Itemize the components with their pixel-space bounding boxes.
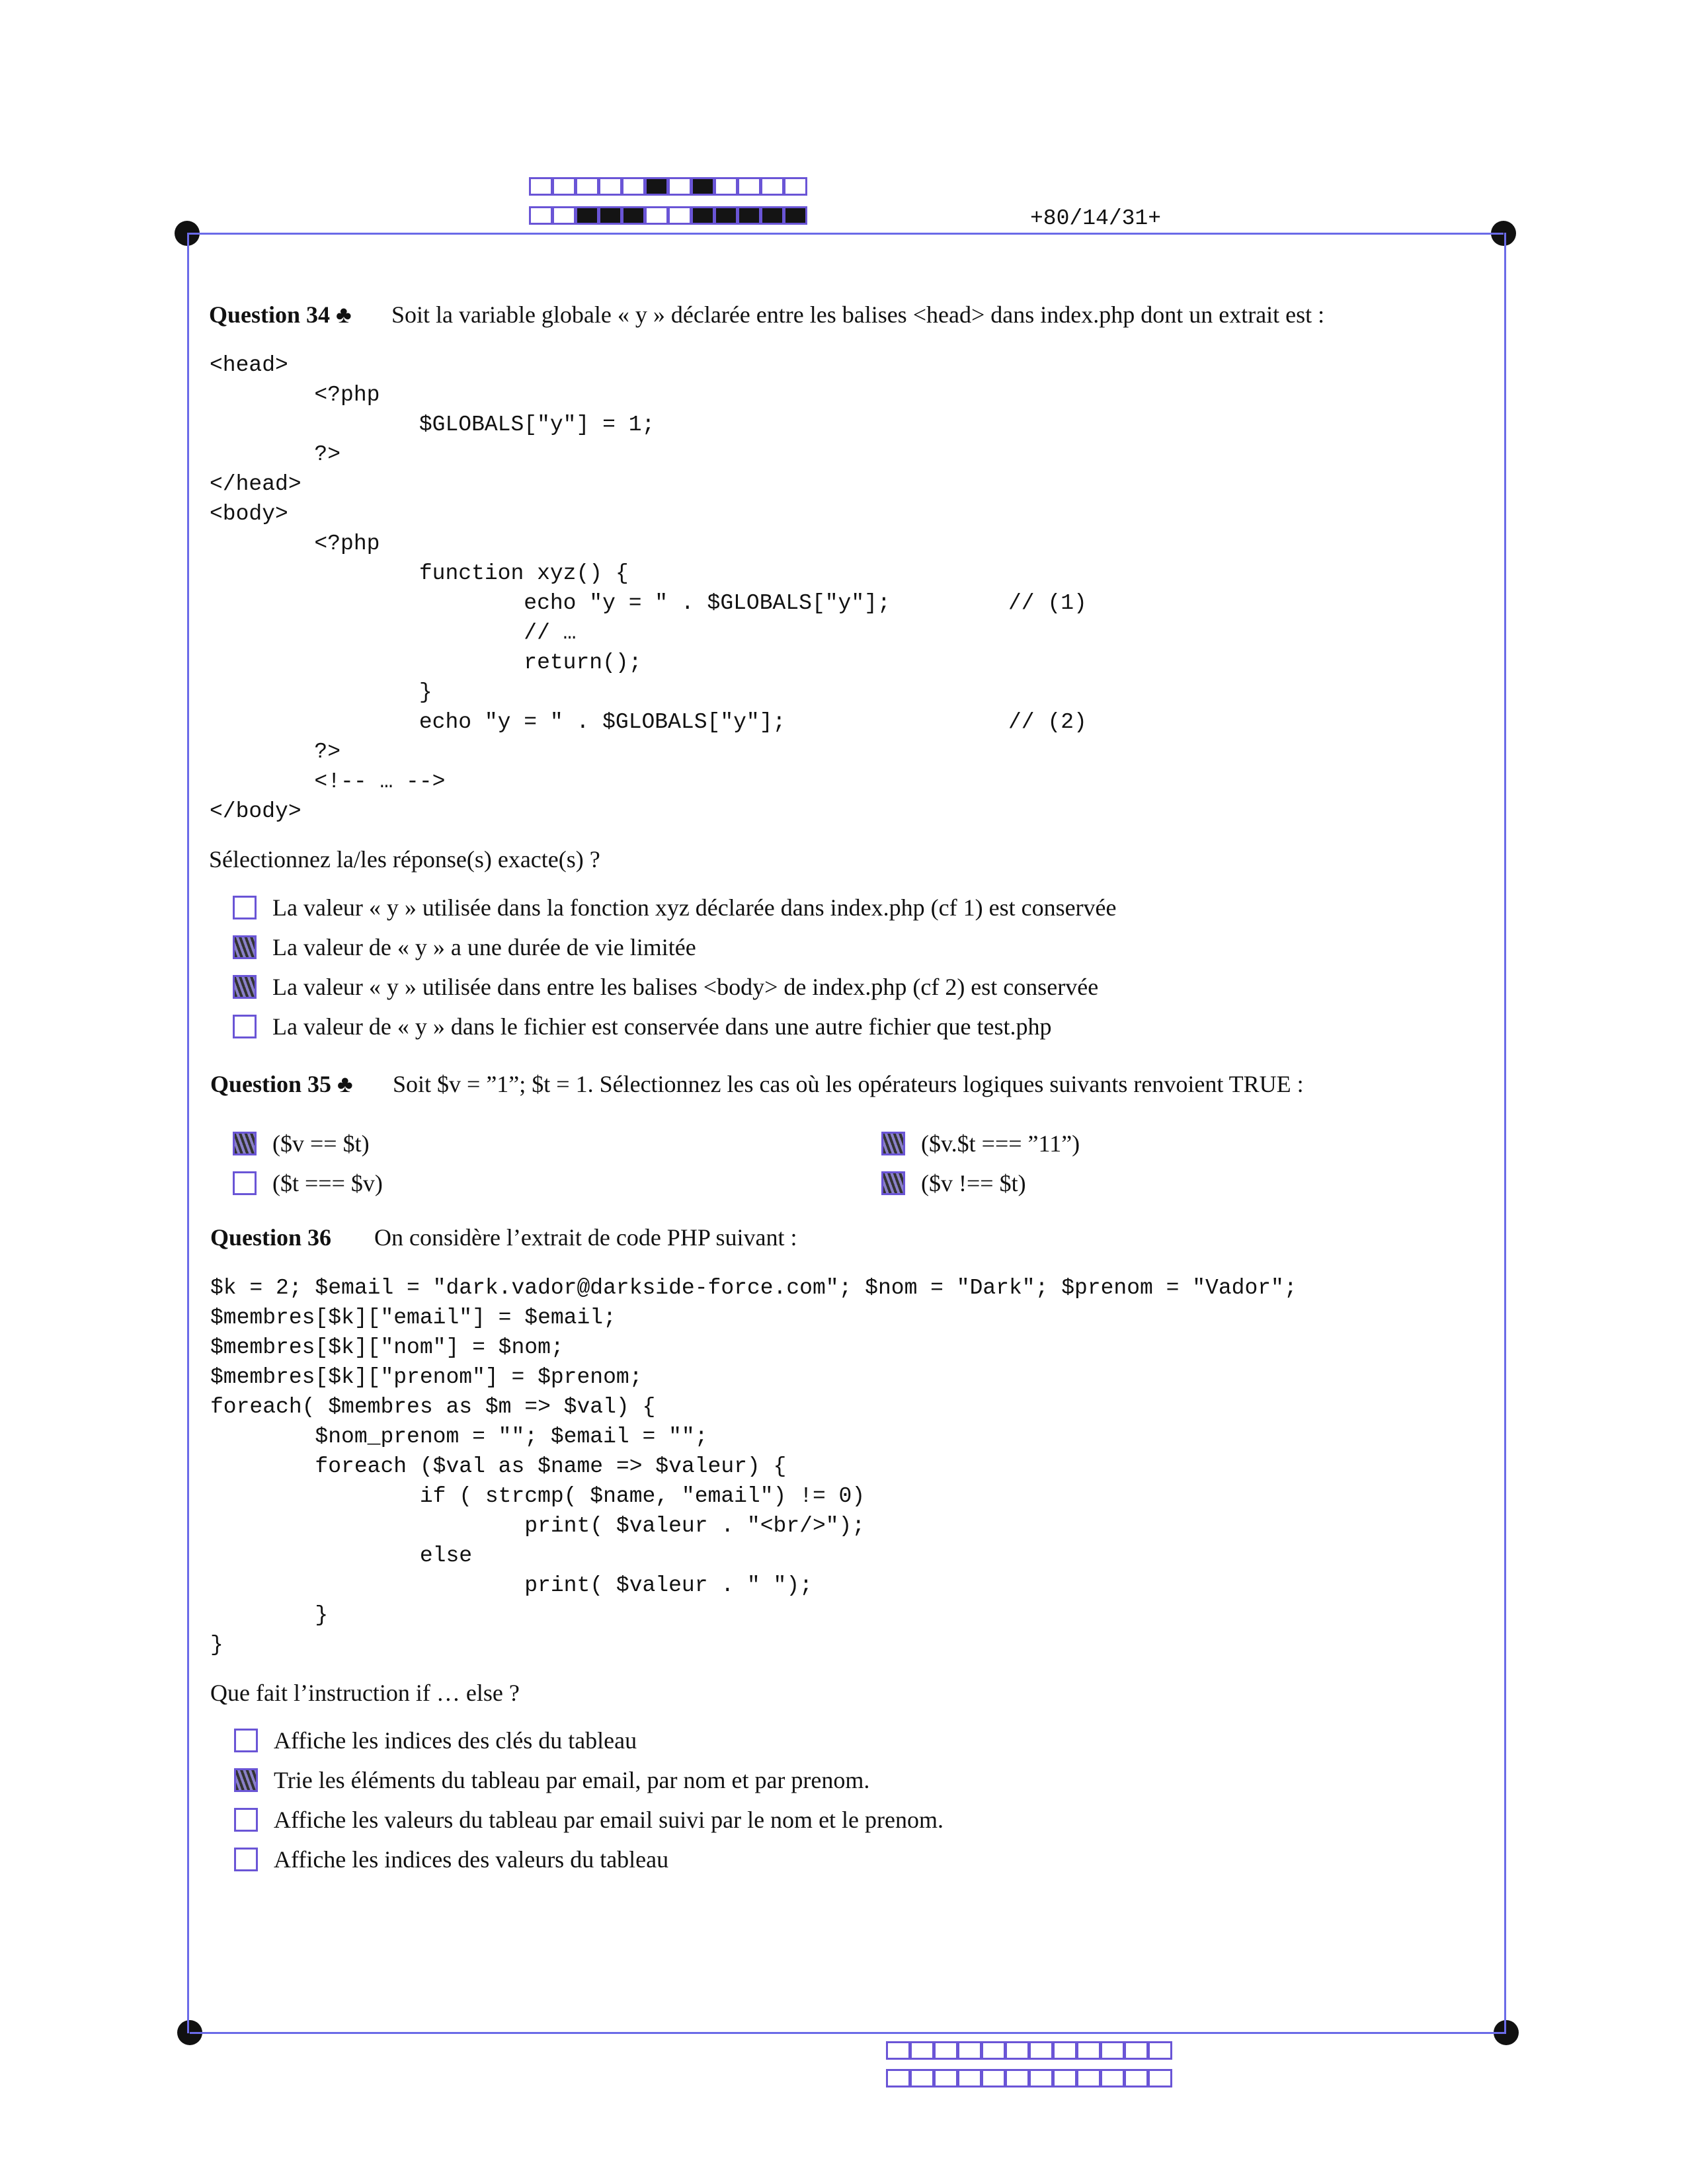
q36-answer-1-checkbox[interactable] (234, 1729, 258, 1752)
code-cell (934, 2041, 958, 2060)
q35-answer-4-label: ($v !== $t) (921, 1170, 1026, 1196)
code-cell (598, 177, 622, 196)
code-cell (737, 206, 761, 225)
q35-answer-3-label: ($t === $v) (272, 1170, 383, 1196)
page-id: +80/14/31+ (1030, 206, 1162, 231)
q34-answer-1-label: La valeur « y » utilisée dans la fonction xyz déclarée dans index.php (cf 1) est conservée (272, 894, 1117, 921)
q36-answer-4-label: Affiche les indices des valeurs du tableau (274, 1846, 669, 1873)
frame-top (187, 233, 1504, 235)
question-36-text: On considère l’extrait de code PHP suivant : (374, 1224, 797, 1251)
q36-answer-1-label: Affiche les indices des clés du tableau (274, 1727, 637, 1754)
question-34-title: Question 34 ♣ (209, 301, 352, 328)
q34-answer-4-label: La valeur de « y » dans le fichier est conservée dans une autre fichier que test.php (272, 1013, 1052, 1040)
question-36-prompt: Que fait l’instruction if … else ? (210, 1680, 520, 1706)
code-cell (934, 2069, 958, 2087)
code-cell (1124, 2041, 1148, 2060)
code-cell (760, 177, 784, 196)
code-cell (760, 206, 784, 225)
question-34-code: <head> <?php $GLOBALS["y"] = 1; ?> </head> <body> <?php function xyz() { echo "y = " . $GLOBALS["y"]; // (1) // … return(); } echo "y = " . $GLOBALS["y"]; // (2) ?> <!-- … --> </body> (210, 353, 1087, 824)
q35-answer-2-label: ($v.$t === ”11”) (921, 1130, 1080, 1157)
code-cell (645, 177, 668, 196)
code-cell (691, 206, 715, 225)
code-cell (1029, 2069, 1053, 2087)
q34-answer-3-label: La valeur « y » utilisée dans entre les balises <body> de index.php (cf 2) est conservée (272, 974, 1099, 1000)
frame-left (187, 233, 189, 2033)
q36-answer-4-checkbox[interactable] (234, 1848, 258, 1871)
code-cell (910, 2069, 934, 2087)
question-35-text: Soit $v = ”1”; $t = 1. Sélectionnez les cas où les opérateurs logiques suivants renvoient TRUE : (393, 1071, 1304, 1097)
q35-answer-1-checkbox[interactable] (233, 1132, 257, 1155)
code-cell (1053, 2069, 1077, 2087)
frame-bottom (190, 2032, 1506, 2034)
code-cell (1076, 2041, 1101, 2060)
code-cell (1053, 2041, 1077, 2060)
question-36-code: $k = 2; $email = "dark.vador@darkside-force.com"; $nom = "Dark"; $prenom = "Vador"; $membres[$k]["email"] = $email; $membres[$k]["nom"] = $nom; $membres[$k]["prenom"] = $prenom; foreach( $membres as $m => $val) { $nom_prenom = ""; $email = ""; foreach ($val as $name => $valeur) { if ( strcmp( $name, "email") != 0) print( $valeur . "<br/>"); else print( $valeur . " "); } } (210, 1276, 1297, 1657)
code-cell (737, 177, 761, 196)
frame-right (1504, 233, 1506, 2033)
code-cell (668, 177, 692, 196)
q35-answer-1-label: ($v == $t) (272, 1130, 370, 1157)
question-34-text: Soit la variable globale « y » déclarée entre les balises <head> dans index.php dont un extrait est : (391, 301, 1325, 328)
q34-answer-1-checkbox[interactable] (233, 896, 257, 919)
code-cell (910, 2041, 934, 2060)
q34-answer-4-checkbox[interactable] (233, 1015, 257, 1038)
code-cell (575, 206, 599, 225)
code-cell (1148, 2069, 1172, 2087)
code-cell (1005, 2069, 1029, 2087)
q35-answer-3-checkbox[interactable] (233, 1171, 257, 1195)
q35-answer-2-checkbox[interactable] (881, 1132, 905, 1155)
code-cell (668, 206, 692, 225)
code-cell (552, 177, 576, 196)
code-cell (1124, 2069, 1148, 2087)
code-cell (529, 177, 553, 196)
code-cell (714, 206, 738, 225)
question-36-title: Question 36 (210, 1224, 332, 1251)
code-cell (622, 206, 645, 225)
code-cell (1029, 2041, 1053, 2060)
code-cell (981, 2069, 1006, 2087)
q34-answer-2-checkbox[interactable] (233, 935, 257, 959)
q34-answer-3-checkbox[interactable] (233, 975, 257, 999)
code-cell (1005, 2041, 1029, 2060)
code-cell (1100, 2069, 1125, 2087)
code-cell (957, 2069, 982, 2087)
code-cell (1076, 2069, 1101, 2087)
code-cell (957, 2041, 982, 2060)
code-cell (981, 2041, 1006, 2060)
q36-answer-3-checkbox[interactable] (234, 1808, 258, 1832)
code-cell (552, 206, 576, 225)
code-cell (691, 177, 715, 196)
question-34-prompt: Sélectionnez la/les réponse(s) exacte(s) ? (209, 846, 600, 873)
code-cell (529, 206, 553, 225)
question-35-title: Question 35 ♣ (210, 1071, 353, 1097)
code-cell (575, 177, 599, 196)
code-cell (622, 177, 645, 196)
q35-answer-4-checkbox[interactable] (881, 1171, 905, 1195)
q36-answer-2-checkbox[interactable] (234, 1768, 258, 1792)
code-cell (1148, 2041, 1172, 2060)
code-cell (598, 206, 622, 225)
q34-answer-2-label: La valeur de « y » a une durée de vie limitée (272, 934, 696, 960)
q36-answer-2-label: Trie les éléments du tableau par email, par nom et par prenom. (274, 1767, 870, 1793)
code-cell (783, 206, 807, 225)
code-cell (1100, 2041, 1125, 2060)
code-cell (645, 206, 668, 225)
q36-answer-3-label: Affiche les valeurs du tableau par email suivi par le nom et le prenom. (274, 1807, 943, 1833)
code-cell (783, 177, 807, 196)
code-cell (886, 2041, 910, 2060)
code-cell (714, 177, 738, 196)
code-cell (886, 2069, 910, 2087)
